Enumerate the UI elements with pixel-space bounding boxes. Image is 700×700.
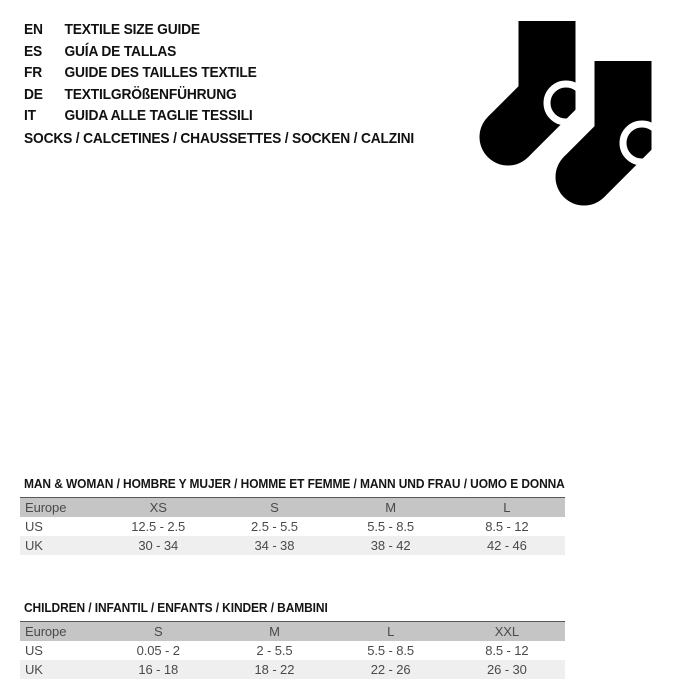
- table-title: MAN & WOMAN / HOMBRE Y MUJER / HOMME ET FEMME / MANN UND FRAU / UOMO E DONNA: [24, 476, 565, 491]
- size-cell: 8.5 - 12: [485, 643, 529, 658]
- row-label: US: [25, 519, 43, 534]
- row-label: UK: [25, 662, 43, 677]
- table-row: [20, 517, 565, 536]
- size-cell: 30 - 34: [138, 538, 179, 553]
- language-title: GUÍA DE TALLAS: [64, 42, 177, 60]
- category-line: SOCKS / CALCETINES / CHAUSSETTES / SOCKEN / CALZINI: [24, 130, 415, 147]
- language-title: GUIDE DES TAILLES TEXTILE: [64, 64, 257, 81]
- table-row: [20, 536, 565, 555]
- language-row: [24, 19, 257, 41]
- table-header-row: [20, 622, 565, 642]
- size-cell: 16 - 18: [138, 662, 179, 677]
- language-code: ES: [24, 42, 43, 60]
- column-header: XXL: [494, 624, 520, 639]
- size-cell: 0.05 - 2: [136, 643, 180, 658]
- language-row: [24, 84, 257, 106]
- size-table-children: [20, 600, 565, 679]
- size-cell: 42 - 46: [486, 538, 527, 553]
- size-cell: 22 - 26: [370, 662, 411, 677]
- language-code: EN: [24, 21, 43, 38]
- column-header: Europe: [25, 500, 67, 515]
- column-header: M: [385, 500, 397, 515]
- size-cell: 34 - 38: [254, 538, 295, 553]
- language-code: FR: [24, 64, 43, 81]
- size-table: [20, 497, 565, 555]
- size-cell: 8.5 - 12: [485, 519, 529, 534]
- row-label: US: [25, 643, 43, 658]
- language-title: TEXTILGRÖßENFÜHRUNG: [64, 85, 237, 103]
- column-header: S: [270, 500, 279, 515]
- column-header: L: [503, 500, 511, 515]
- row-label: UK: [25, 538, 43, 553]
- size-cell: 5.5 - 8.5: [367, 643, 415, 658]
- column-header: S: [153, 624, 163, 639]
- table-title: CHILDREN / INFANTIL / ENFANTS / KINDER / BAMBINI: [24, 600, 328, 615]
- column-header: L: [387, 624, 395, 639]
- language-code: IT: [24, 107, 36, 124]
- language-code: DE: [24, 85, 43, 103]
- language-row: [24, 105, 257, 127]
- table-header-row: [20, 498, 565, 518]
- language-row: [24, 62, 257, 84]
- language-title: TEXTILE SIZE GUIDE: [64, 21, 200, 38]
- column-header: Europe: [25, 624, 67, 639]
- size-cell: 18 - 22: [254, 662, 295, 677]
- column-header: XS: [149, 500, 167, 515]
- language-row: [24, 41, 257, 63]
- size-cell: 2 - 5.5: [256, 643, 293, 658]
- size-table-adults: [20, 476, 565, 555]
- size-cell: 2.5 - 5.5: [251, 519, 298, 534]
- table-row: [20, 641, 565, 660]
- size-cell: 38 - 42: [370, 538, 411, 553]
- size-table: [20, 621, 565, 679]
- size-cell: 5.5 - 8.5: [367, 519, 415, 534]
- column-header: M: [269, 624, 280, 639]
- size-cell: 12.5 - 2.5: [131, 519, 186, 534]
- language-list: [24, 19, 257, 127]
- language-title: GUIDA ALLE TAGLIE TESSILI: [64, 107, 253, 124]
- socks-icon: [477, 21, 677, 231]
- table-row: [20, 660, 565, 679]
- size-cell: 26 - 30: [486, 662, 527, 677]
